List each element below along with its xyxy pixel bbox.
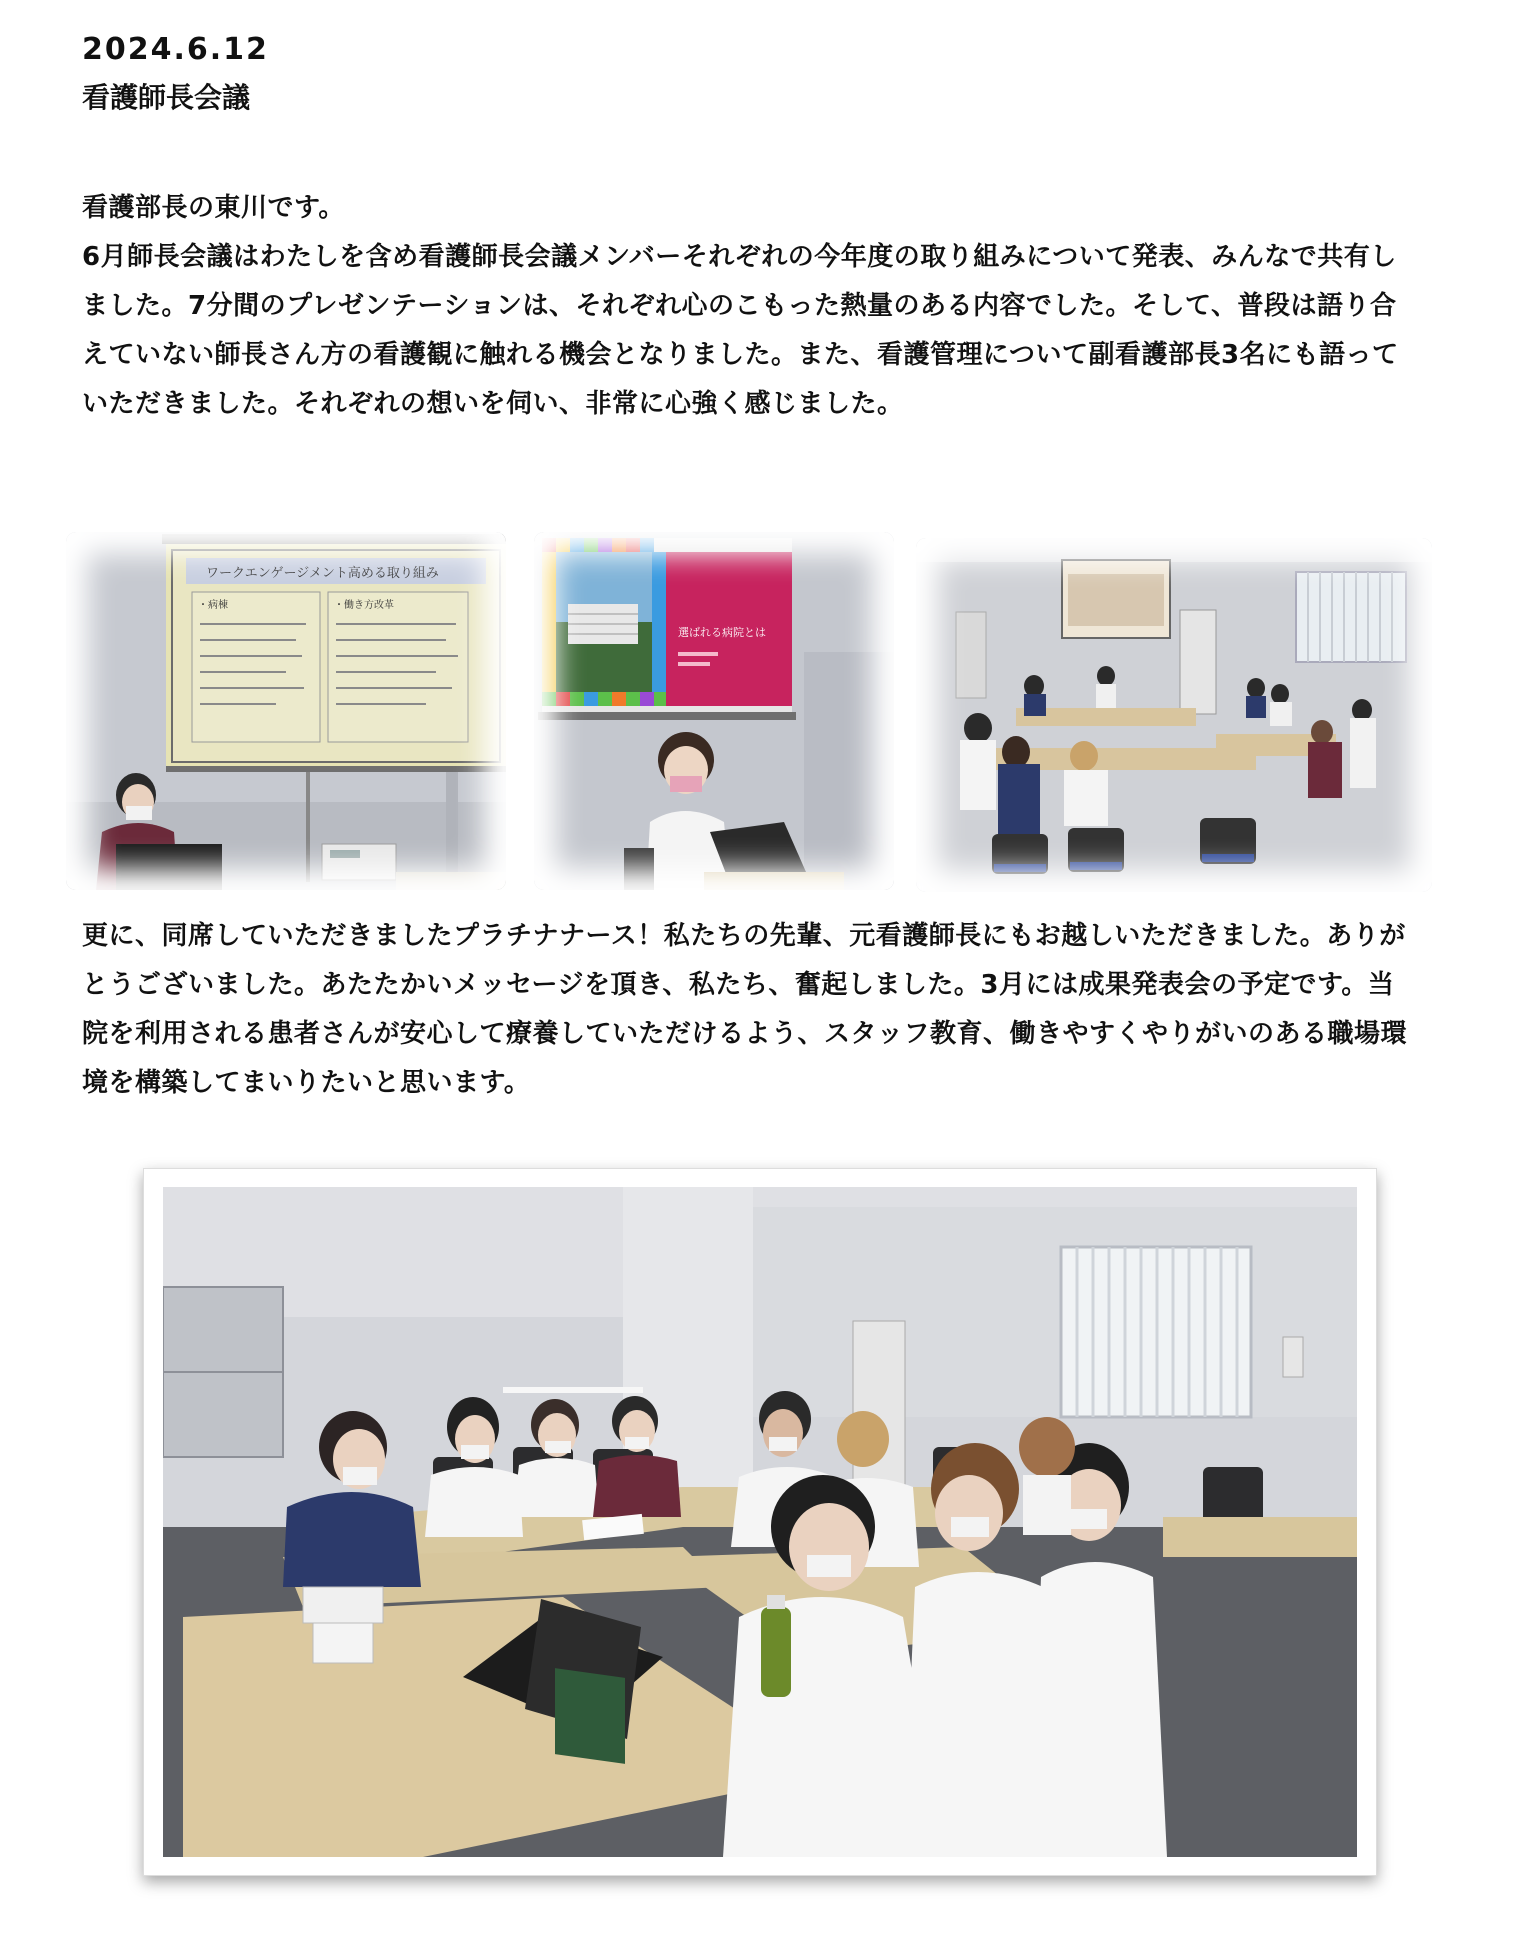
slide-col-left: ・病棟 — [198, 600, 228, 611]
document-header — [82, 28, 269, 120]
document-date: 2024.6.12 — [82, 32, 269, 67]
intro-section — [82, 184, 1412, 429]
photo-meeting-large — [143, 1168, 1377, 1876]
photo-presentation-2 — [534, 532, 894, 890]
document-title: 看護師長会議 — [82, 81, 251, 114]
intro-greeting: 看護部長の東川です。 — [82, 193, 345, 223]
intro-paragraph: 6月師長会議はわたしを含め看護師長会議メンバーそれぞれの今年度の取り組みについて発表、みんなで共有しました。7分間のプレゼンテーションは、それぞれ心のこもった熱量のある内容でした。そして、普段は語り合えていない師長さん方の看護観に触れる機会となりました。また、看護管理について副看護部長3名にも語っていただきました。それぞれの想いを伺い、非常に心強く感じました。 — [82, 242, 1399, 419]
photo-meeting-overview — [916, 538, 1432, 892]
slide-title-1: ワークエンゲージメント高める取り組み — [206, 566, 439, 581]
slide-title-2: 選ばれる病院とは — [678, 626, 766, 639]
photo-presentation-1 — [66, 532, 506, 890]
closing-paragraph: 更に、同席していただきましたプラチナナース！私たちの先輩、元看護師長にもお越しいただきました。ありがとうございました。あたたかいメッセージを頂き、私たち、奮起しました。3月には成果発表会の予定です。当院を利用される患者さんが安心して療養していただけるよう、スタッフ教育、働きやすくやりがいのある職場環境を構築してまいりたいと思います。 — [82, 921, 1408, 1098]
slide-col-right: ・働き方改革 — [334, 600, 394, 611]
closing-section — [82, 912, 1412, 1108]
